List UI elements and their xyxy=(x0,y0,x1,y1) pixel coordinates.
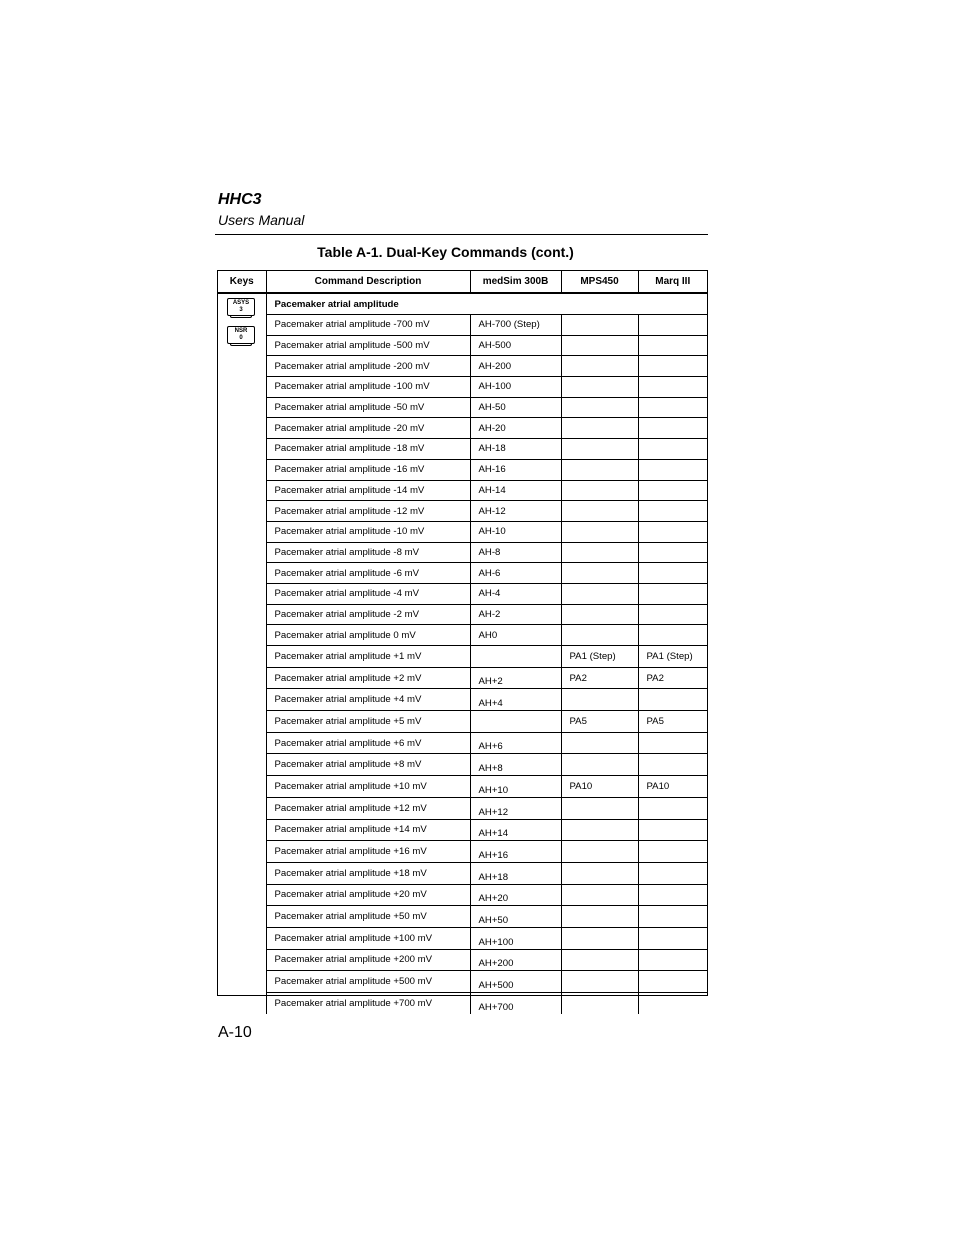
key-top-label: ASYS xyxy=(232,300,250,306)
table-row xyxy=(218,993,707,1014)
description-cell: Pacemaker atrial amplitude -4 mV xyxy=(266,583,470,604)
description-cell: Pacemaker atrial amplitude -100 mV xyxy=(266,377,470,398)
description-cell: Pacemaker atrial amplitude +4 mV xyxy=(266,689,470,711)
medsim-cell: AH-4 xyxy=(470,583,561,604)
mps450-cell xyxy=(561,356,638,377)
mps450-cell xyxy=(561,583,638,604)
medsim-cell: AH+50 xyxy=(470,906,561,928)
column-header-mps450: MPS450 xyxy=(561,271,638,293)
table-row xyxy=(218,542,707,563)
mps450-cell xyxy=(561,521,638,542)
table-row xyxy=(218,315,707,336)
marq-cell: PA5 xyxy=(638,711,707,733)
mps450-cell xyxy=(561,971,638,993)
column-header-description: Command Description xyxy=(266,271,470,293)
table-row xyxy=(218,732,707,754)
description-cell: Pacemaker atrial amplitude +5 mV xyxy=(266,711,470,733)
table-row xyxy=(218,604,707,625)
medsim-cell: AH-500 xyxy=(470,335,561,356)
table-row xyxy=(218,583,707,604)
table-row xyxy=(218,418,707,439)
mps450-cell xyxy=(561,501,638,522)
table-row xyxy=(218,862,707,884)
table-row xyxy=(218,439,707,460)
table-row xyxy=(218,906,707,928)
description-cell: Pacemaker atrial amplitude 0 mV xyxy=(266,625,470,646)
medsim-cell: AH+6 xyxy=(470,732,561,754)
description-cell: Pacemaker atrial amplitude -8 mV xyxy=(266,542,470,563)
mps450-cell: PA10 xyxy=(561,776,638,798)
description-cell: Pacemaker atrial amplitude +10 mV xyxy=(266,776,470,798)
medsim-cell: AH+14 xyxy=(470,819,561,841)
medsim-cell: AH+10 xyxy=(470,776,561,798)
marq-cell xyxy=(638,949,707,971)
medsim-cell: AH+100 xyxy=(470,927,561,949)
marq-cell xyxy=(638,754,707,776)
mps450-cell xyxy=(561,841,638,863)
table-row xyxy=(218,927,707,949)
marq-cell xyxy=(638,625,707,646)
medsim-cell: AH+16 xyxy=(470,841,561,863)
medsim-cell: AH+700 xyxy=(470,993,561,1014)
description-cell: Pacemaker atrial amplitude -10 mV xyxy=(266,521,470,542)
table-header-row xyxy=(218,271,707,293)
medsim-cell: AH-6 xyxy=(470,563,561,584)
medsim-cell: AH-16 xyxy=(470,459,561,480)
mps450-cell xyxy=(561,949,638,971)
mps450-cell xyxy=(561,993,638,1014)
mps450-cell xyxy=(561,542,638,563)
medsim-cell: AH-50 xyxy=(470,397,561,418)
mps450-cell xyxy=(561,335,638,356)
asys-3-key-icon xyxy=(227,298,255,316)
table-row xyxy=(218,356,707,377)
medsim-cell: AH+200 xyxy=(470,949,561,971)
marq-cell xyxy=(638,459,707,480)
key-bottom-label: 0 xyxy=(239,335,243,341)
marq-cell xyxy=(638,732,707,754)
description-cell: Pacemaker atrial amplitude -200 mV xyxy=(266,356,470,377)
description-cell: Pacemaker atrial amplitude -20 mV xyxy=(266,418,470,439)
medsim-cell xyxy=(470,646,561,668)
marq-cell xyxy=(638,480,707,501)
table-row xyxy=(218,625,707,646)
marq-cell: PA1 (Step) xyxy=(638,646,707,668)
key-top-label: NSR xyxy=(234,328,248,334)
medsim-cell: AH-8 xyxy=(470,542,561,563)
medsim-cell: AH-10 xyxy=(470,521,561,542)
marq-cell xyxy=(638,501,707,522)
table-row xyxy=(218,377,707,398)
medsim-cell: AH-100 xyxy=(470,377,561,398)
table-caption: Table A-1. Dual-Key Commands (cont.) xyxy=(317,244,574,260)
medsim-cell: AH+12 xyxy=(470,797,561,819)
medsim-cell xyxy=(470,711,561,733)
medsim-cell: AH-12 xyxy=(470,501,561,522)
description-cell: Pacemaker atrial amplitude +18 mV xyxy=(266,862,470,884)
mps450-cell xyxy=(561,754,638,776)
medsim-cell: AH-700 (Step) xyxy=(470,315,561,336)
marq-cell xyxy=(638,797,707,819)
marq-cell xyxy=(638,927,707,949)
marq-cell xyxy=(638,542,707,563)
table-row xyxy=(218,646,707,668)
mps450-cell xyxy=(561,625,638,646)
marq-cell: PA2 xyxy=(638,667,707,689)
table-row xyxy=(218,501,707,522)
column-header-marq: Marq III xyxy=(638,271,707,293)
document-title: HHC3 xyxy=(218,191,262,208)
marq-cell xyxy=(638,315,707,336)
mps450-cell: PA1 (Step) xyxy=(561,646,638,668)
table-row xyxy=(218,480,707,501)
description-cell: Pacemaker atrial amplitude -2 mV xyxy=(266,604,470,625)
medsim-cell: AH-200 xyxy=(470,356,561,377)
description-cell: Pacemaker atrial amplitude +1 mV xyxy=(266,646,470,668)
page-number: A-10 xyxy=(218,1024,252,1041)
description-cell: Pacemaker atrial amplitude +50 mV xyxy=(266,906,470,928)
description-cell: Pacemaker atrial amplitude +200 mV xyxy=(266,949,470,971)
mps450-cell xyxy=(561,862,638,884)
marq-cell xyxy=(638,521,707,542)
marq-cell xyxy=(638,689,707,711)
medsim-cell: AH-18 xyxy=(470,439,561,460)
mps450-cell xyxy=(561,732,638,754)
medsim-cell: AH+4 xyxy=(470,689,561,711)
keys-cell xyxy=(218,293,266,1014)
marq-cell xyxy=(638,439,707,460)
commands-table xyxy=(217,270,708,1013)
table-row xyxy=(218,563,707,584)
description-cell: Pacemaker atrial amplitude -14 mV xyxy=(266,480,470,501)
medsim-cell: AH0 xyxy=(470,625,561,646)
description-cell: Pacemaker atrial amplitude +16 mV xyxy=(266,841,470,863)
medsim-cell: AH+500 xyxy=(470,971,561,993)
medsim-cell: AH+8 xyxy=(470,754,561,776)
marq-cell xyxy=(638,971,707,993)
medsim-cell: AH+20 xyxy=(470,884,561,906)
marq-cell xyxy=(638,841,707,863)
table-row xyxy=(218,397,707,418)
mps450-cell xyxy=(561,927,638,949)
description-cell: Pacemaker atrial amplitude -700 mV xyxy=(266,315,470,336)
section-row xyxy=(218,293,707,315)
description-cell: Pacemaker atrial amplitude -50 mV xyxy=(266,397,470,418)
mps450-cell xyxy=(561,819,638,841)
mps450-cell xyxy=(561,884,638,906)
marq-cell xyxy=(638,862,707,884)
mps450-cell xyxy=(561,418,638,439)
column-header-medsim: medSim 300B xyxy=(470,271,561,293)
marq-cell xyxy=(638,397,707,418)
description-cell: Pacemaker atrial amplitude +14 mV xyxy=(266,819,470,841)
marq-cell xyxy=(638,993,707,1014)
table-row xyxy=(218,754,707,776)
description-cell: Pacemaker atrial amplitude +12 mV xyxy=(266,797,470,819)
mps450-cell xyxy=(561,315,638,336)
table-row xyxy=(218,884,707,906)
description-cell: Pacemaker atrial amplitude +700 mV xyxy=(266,993,470,1014)
table-row xyxy=(218,949,707,971)
description-cell: Pacemaker atrial amplitude -12 mV xyxy=(266,501,470,522)
mps450-cell xyxy=(561,439,638,460)
marq-cell xyxy=(638,819,707,841)
mps450-cell xyxy=(561,480,638,501)
marq-cell xyxy=(638,377,707,398)
mps450-cell xyxy=(561,459,638,480)
marq-cell xyxy=(638,906,707,928)
table-row xyxy=(218,459,707,480)
column-header-keys: Keys xyxy=(218,271,266,293)
description-cell: Pacemaker atrial amplitude +500 mV xyxy=(266,971,470,993)
medsim-cell: AH-20 xyxy=(470,418,561,439)
medsim-cell: AH+2 xyxy=(470,667,561,689)
table-row xyxy=(218,776,707,798)
description-cell: Pacemaker atrial amplitude +100 mV xyxy=(266,927,470,949)
description-cell: Pacemaker atrial amplitude +20 mV xyxy=(266,884,470,906)
description-cell: Pacemaker atrial amplitude +2 mV xyxy=(266,667,470,689)
table-row xyxy=(218,819,707,841)
table-row xyxy=(218,689,707,711)
medsim-cell: AH+18 xyxy=(470,862,561,884)
table-row xyxy=(218,971,707,993)
mps450-cell: PA2 xyxy=(561,667,638,689)
table-row xyxy=(218,711,707,733)
mps450-cell: PA5 xyxy=(561,711,638,733)
header-rule xyxy=(215,234,708,235)
table-row xyxy=(218,667,707,689)
mps450-cell xyxy=(561,797,638,819)
key-bottom-label: 3 xyxy=(239,307,243,313)
description-cell: Pacemaker atrial amplitude -18 mV xyxy=(266,439,470,460)
description-cell: Pacemaker atrial amplitude +6 mV xyxy=(266,732,470,754)
mps450-cell xyxy=(561,563,638,584)
marq-cell: PA10 xyxy=(638,776,707,798)
table-row xyxy=(218,335,707,356)
mps450-cell xyxy=(561,377,638,398)
description-cell: Pacemaker atrial amplitude -500 mV xyxy=(266,335,470,356)
table-row xyxy=(218,797,707,819)
mps450-cell xyxy=(561,689,638,711)
description-cell: Pacemaker atrial amplitude +8 mV xyxy=(266,754,470,776)
marq-cell xyxy=(638,884,707,906)
nsr-0-key-icon xyxy=(227,326,255,344)
marq-cell xyxy=(638,604,707,625)
marq-cell xyxy=(638,563,707,584)
medsim-cell: AH-2 xyxy=(470,604,561,625)
document-subtitle: Users Manual xyxy=(218,212,305,228)
marq-cell xyxy=(638,418,707,439)
mps450-cell xyxy=(561,604,638,625)
mps450-cell xyxy=(561,397,638,418)
table-row xyxy=(218,841,707,863)
description-cell: Pacemaker atrial amplitude -16 mV xyxy=(266,459,470,480)
mps450-cell xyxy=(561,906,638,928)
marq-cell xyxy=(638,335,707,356)
description-cell: Pacemaker atrial amplitude -6 mV xyxy=(266,563,470,584)
marq-cell xyxy=(638,583,707,604)
table-row xyxy=(218,521,707,542)
section-title: Pacemaker atrial amplitude xyxy=(266,293,707,315)
medsim-cell: AH-14 xyxy=(470,480,561,501)
marq-cell xyxy=(638,356,707,377)
